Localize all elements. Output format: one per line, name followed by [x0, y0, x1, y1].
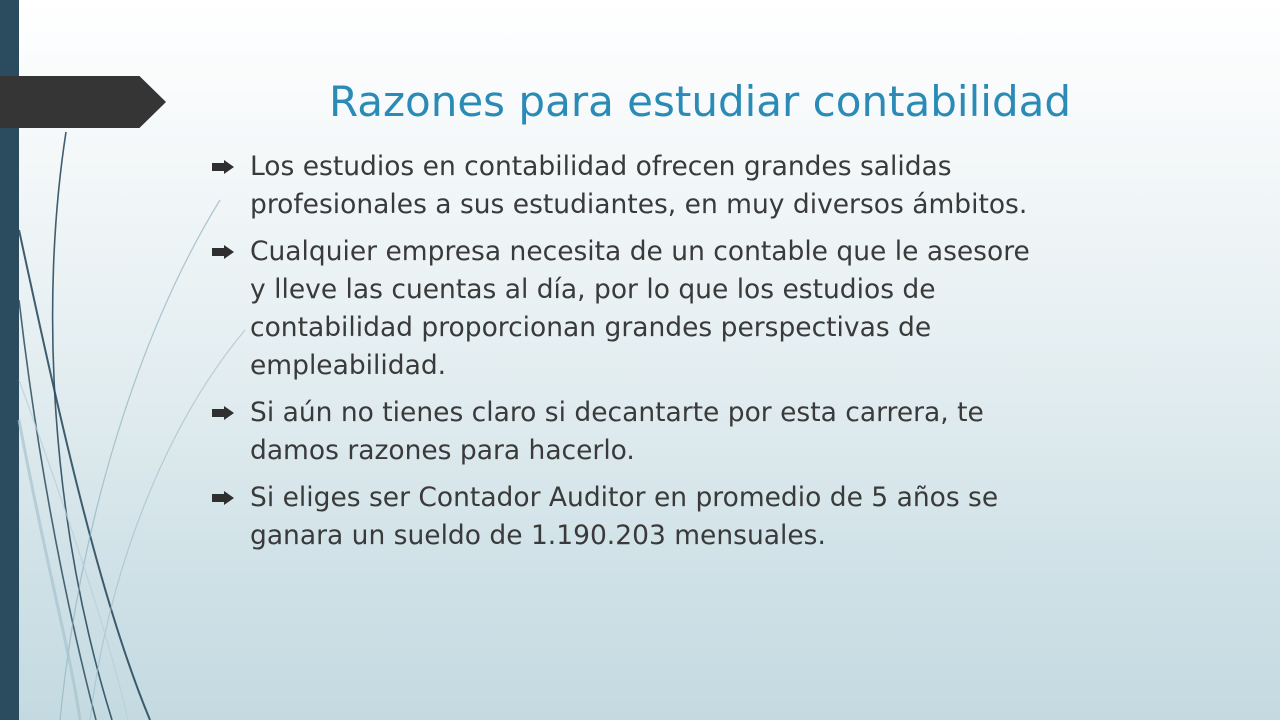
- arrow-bullet-icon: [212, 394, 240, 432]
- bullet-line: Si aún no tienes claro si decantarte por esta carrera, te: [250, 397, 984, 428]
- bullet-item: [212, 479, 1222, 555]
- slide-title: Razones para estudiar contabilidad: [328, 77, 1071, 126]
- bullet-line: Cualquier empresa necesita de un contable que le asesore: [250, 236, 1030, 267]
- arrow-bullet-icon: [212, 148, 240, 186]
- bullet-line: profesionales a sus estudiantes, en muy diversos ámbitos.: [250, 189, 1028, 220]
- bullet-text: [250, 394, 984, 470]
- bullet-item: [212, 233, 1222, 385]
- bullet-text: [250, 233, 1030, 385]
- bullet-line: Si eliges ser Contador Auditor en promedio de 5 años se: [250, 482, 999, 513]
- bullet-line: empleabilidad.: [250, 350, 447, 381]
- bullet-item: [212, 394, 1222, 470]
- bullet-line: y lleve las cuentas al día, por lo que los estudios de: [250, 274, 936, 305]
- bullet-list: [212, 148, 1222, 564]
- bullet-item: [212, 148, 1222, 224]
- title-arrow-tab: [0, 76, 166, 128]
- bullet-line: ganara un sueldo de 1.190.203 mensuales.: [250, 520, 826, 551]
- arrow-bullet-icon: [212, 479, 240, 517]
- bullet-line: Los estudios en contabilidad ofrecen grandes salidas: [250, 151, 952, 182]
- bullet-text: [250, 479, 998, 555]
- arrow-bullet-icon: [212, 233, 240, 271]
- bullet-text: [250, 148, 1027, 224]
- bullet-line: contabilidad proporcionan grandes perspectivas de: [250, 312, 932, 343]
- bullet-line: damos razones para hacerlo.: [250, 435, 635, 466]
